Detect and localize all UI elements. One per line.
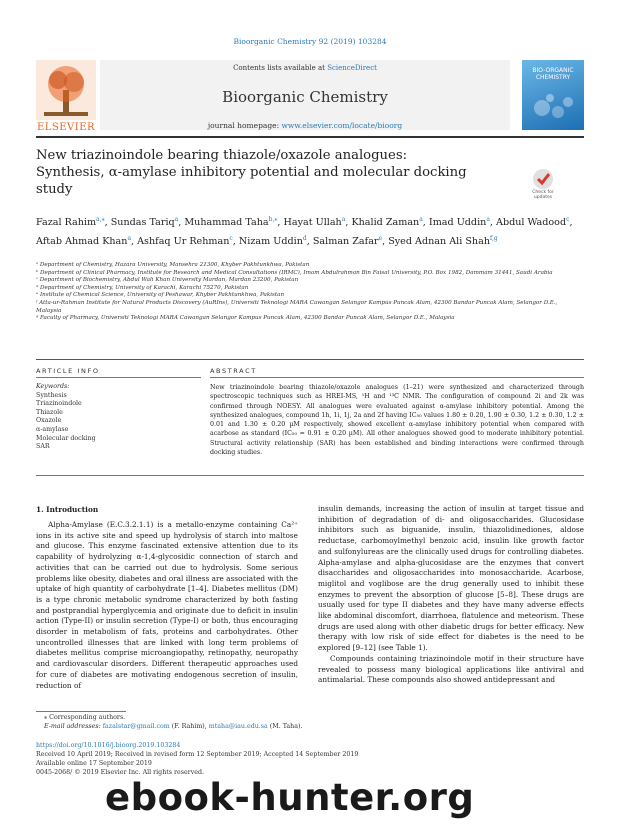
author [496,217,569,228]
introduction-heading: 1. Introduction [36,505,99,514]
contents-prefix: Contents lists available at [233,64,328,72]
affiliation: ᶠ Atta-ur-Rahman Institute for Natural Products Discovery (AuRIns), Universiti Teknologi MARA Cawangan Selangor Kampus Puncak Alam, 42300 Bandar Puncak Alam, Selangor D.E., Malaysia [36,299,558,314]
email-label: E-mail addresses: [44,723,103,730]
abstract-heading: ABSTRACT [210,367,257,375]
author-name: Aftab Ahmad Khan [36,235,128,247]
author [388,236,498,247]
author-affiliation-mark[interactable]: a [486,216,490,223]
body-left-column [36,520,298,691]
author-name: Muhammad Taha [184,217,269,229]
author-affiliation-mark[interactable]: c [566,216,570,223]
body-right-column [318,504,584,686]
author-name: Abdul Wadood [496,217,567,229]
author [429,217,490,228]
intro-paragraph-1: Alpha-Amylase (E.C.3.2.1.1) is a metallo-enzyme containing Ca²⁺ ions in its active site and speed up hydrolysis of starch into maltose and glucose. This enzyme fascinated extensive attention due to its capability of hydrolyzing α-1,4-glycosidic connection of starch and activities that can be carried out due to hydrolysis. Some serious problems like obesity, diabetes and oral illness are associated with the uptake of high quantity of carbohydrate [1–4]. Diabetes mellitus (DM) is a type chronic metabolic syndrome characterized by both fasting and postprandial hyperglycemia and originate due to deficit in insulin action (Type-II) or insulin secretion (Type-I) or both, thus encouraging disorder in metabolism of fats, proteins and carbohydrates. Other uncontrolled illnesses that are linked with long term problems of diabetes mellitus comprise microangiopathy, retinopathy, neuropathy and cardiovascular disorders. Different therapeutic approaches used for cure of diabetes are motivating endogenous secretion of insulin, reduction of [36,520,298,690]
journal-reference[interactable]: Bioorganic Chemistry 92 (2019) 103284 [233,37,387,46]
available-online: Available online 17 September 2019 [36,760,152,767]
author-affiliation-mark[interactable]: a [419,216,423,223]
keywords-label: Keywords: [36,383,70,390]
keyword: Triazinoindole [36,400,82,408]
author-affiliation-mark[interactable]: c [229,234,233,242]
corresponding-authors-note: ⁎ Corresponding authors. [44,714,126,721]
author-name: Imad Uddin [428,217,487,229]
author-affiliation-mark[interactable]: a [174,216,179,223]
intro-paragraph-continued: insulin demands, increasing the action of insulin at target tissue and inhibition of degradation of di- and oligosaccharides. Glucosidase inhibitors such as biguanide, insulin, thiazolidinediones, aldose reductase, carbomoylmethyl benzoic acid, insulin like growth factor and sulfonylureas are the clinically used drugs for controlling diabetes. Alpha-amylase and alpha-glucosidase are the enzymes that convert disaccharides and oligosaccharides into monosaccharide. Acarbose, miglitol and voglibose are the drug generally used to inhibit these enzymes to prevent the absorption of glucose [5–8]. These drugs are usually used for type II diabetes and they have many adverse effects like abdominal discomfort, diarrhoea, flatulence and meteorism. These drugs are used along with other diabetic drugs for better efficacy. New therapy with low risk of side effect for diabetes is the need to be explored [9–12] (see Table 1). [318,504,584,653]
author-affiliation-mark[interactable]: e [378,234,383,242]
keyword: α-amylase [36,425,69,433]
article-info-rule [36,377,201,378]
affiliation: ᶜ Department of Biochemistry, Abdul Wali Khan University Mardan, Mardan 23200, Pakistan [36,277,299,284]
affiliation: ᵈ Department of Chemistry, University of Karachi, Karachi 75270, Pakistan [36,284,249,291]
email-addresses-note [44,723,302,730]
affiliation: ᵃ Department of Chemistry, Hazara University, Mansehra 21300, Khyber Pakhtunkhwa, Pakistan [36,262,310,268]
doi-link[interactable]: https://doi.org/10.1016/j.bioorg.2019.103284 [36,742,181,749]
email-name-taha: (M. Taha). [267,723,303,730]
email-link-taha[interactable]: mtaha@iau.edu.sa [208,723,268,730]
affiliations [36,262,584,323]
author [239,236,307,247]
email-link-rahim[interactable]: fazalstar@gmail.com [102,723,170,730]
author [313,236,382,247]
intro-paragraph-2: Compounds containing triazinoindole motif in their structure have revealed to possess many biological applications like antiviral and antimalarial. These compounds also showed antidepressant and [318,653,584,685]
check-for-updates-label: Check for updates [532,190,554,200]
received-dates: Received 10 April 2019; Received in revised form 12 September 2019; Accepted 14 September 2019 [36,751,359,758]
abstract-rule [210,377,584,378]
author-affiliation-mark[interactable]: a [127,234,132,242]
author-name: Salman Zafar [312,235,379,247]
contents-line [100,64,510,72]
author-affiliation-mark[interactable]: a [341,216,346,223]
affiliation: ᵍ Faculty of Pharmacy, Universiti Teknologi MARA Cawangan Selangor Kampus Puncak Alam, 42300 Bandar Puncak Alam, Selangor D.E., Malaysia [36,315,455,322]
author-name: Ashfaq Ur Rehman [137,235,230,247]
author-name: Khalid Zaman [351,217,420,229]
header-rule [36,136,584,138]
cover-title: BIO-ORGANIC CHEMISTRY [532,67,574,81]
author [184,217,277,228]
footnote-rule [36,711,126,712]
author-affiliation-mark[interactable]: b,⁎ [268,216,278,223]
article-title: New triazinoindole bearing thiazole/oxazole analogues: Synthesis, α-amylase inhibitory potential and molecular docking study [36,148,467,197]
author-affiliation-mark[interactable]: f,g [490,234,498,242]
author-name: Sundas Tariq [110,217,175,229]
affiliation: ᵉ Institute of Chemical Science, University of Peshawar, Khyber Pakhtunkhwa, Pakistan [36,292,285,299]
author-name: Syed Adnan Ali Shah [388,235,491,247]
section-rule [36,359,584,360]
author [36,236,131,247]
author [36,217,105,228]
author-affiliation-mark[interactable]: d [302,234,307,242]
homepage-line [100,121,510,130]
article-info-heading: ARTICLE INFO [36,367,100,375]
author [111,217,179,228]
author [283,217,345,228]
author-name: Hayat Ullah [283,217,342,229]
sciencedirect-link[interactable]: ScienceDirect [327,64,377,72]
author-name: Nizam Uddin [238,235,303,247]
email-name-rahim: (F. Rahim), [169,723,209,730]
homepage-link[interactable]: www.elsevier.com/locate/bioorg [281,121,403,130]
keyword: Thiazole [36,408,63,416]
affiliation: ᵇ Department of Clinical Pharmacy, Institute for Research and Medical Consultations (IRMC), Imam Abdulrahman Bin Faisal University, P.O. Box 1982, Dammam 31441, Saudi Arabia [36,269,553,276]
watermark: ebook-hunter.org [105,776,475,819]
keywords-block [36,383,201,452]
keyword: Oxazole [36,417,62,425]
author-list: Fazal Rahim$^{a,⁎}$, Sundas Tariq$^a$, Muhammad Taha$^{b,⁎}$, Hayat Ullah$^a$, Khalid Zaman$^a$, Imad Uddin$^a$, Abdul Wadood$^c$, Aftab Ahmad Khan$^a$, Ashfaq Ur Rehman$^c$, Nizam Uddin$^d$, Salman Zafar$^e$, Syed Adnan Ali Shah$^{f,g}$ [36,216,573,247]
journal-title: Bioorganic Chemistry [222,88,388,106]
author-affiliation-mark[interactable]: a,⁎ [96,216,105,223]
keyword: Molecular docking [36,434,96,442]
elsevier-wordmark: ELSEVIER [36,122,96,133]
abstract-end-rule [36,475,584,476]
author-name: Fazal Rahim [36,217,97,229]
keyword: SAR [36,443,50,451]
homepage-prefix: journal homepage: [207,121,282,130]
copyright-line: 0045-2068/ © 2019 Elsevier Inc. All rights reserved. [36,769,205,776]
keyword: Synthesis [36,391,67,399]
author [137,236,233,247]
abstract-text: New triazinoindole bearing thiazole/oxazole analogues (1–21) were synthesized and characterized through spectroscopic techniques such as HREI-MS, ¹H and ¹³C NMR. The configuration of compound 2i and 2k was confirmed through NOESY. All analogues were evaluated against α-amylase inhibitory potential. Among the synthesized analogues, compound 1h, 1i, 1j, 2a and 2f having IC₅₀ values 1.80 ± 0.20, 1.90 ± 0.30, 1.2 ± 0.30, 1.2 ± 0.01 and 1.30 ± 0.20 µM respectively, showed excellent α-amylase inhibitory potential when compared with acarbose as standard (IC₅₀ = 0.91 ± 0.20 µM). All other analogues showed good to moderate inhibitory potential. Structural activity relationship (SAR) has been established and binding interactions were confirmed through docking studies. [210,384,584,457]
author [351,217,422,228]
